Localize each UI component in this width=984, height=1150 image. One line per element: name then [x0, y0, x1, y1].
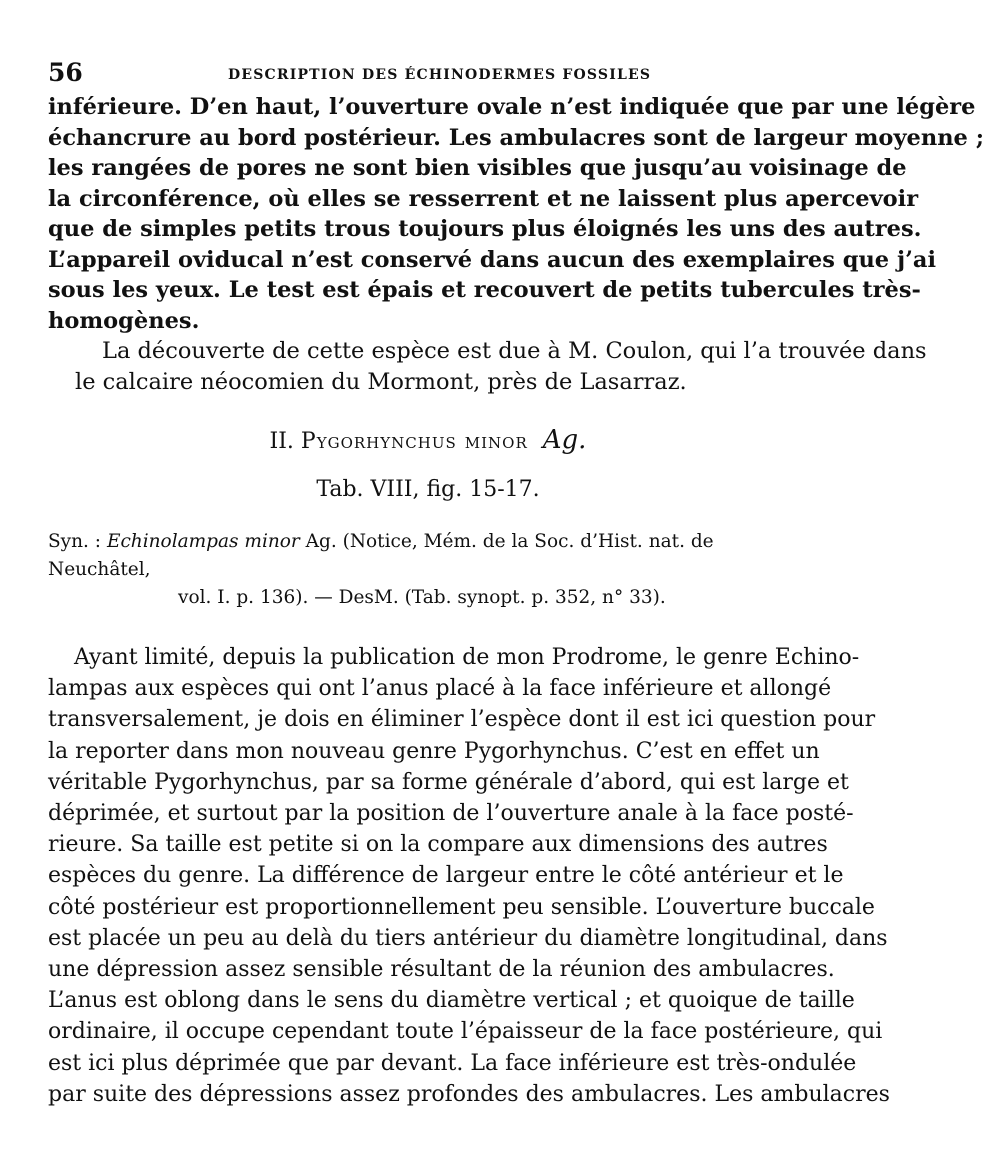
running-title: DESCRIPTION DES ÉCHINODERMES FOSSILES [228, 67, 652, 83]
plate-reference: Tab. VIII, fig. 15-17. [316, 477, 540, 502]
text-line: la circonférence, où elles se resserrent et ne laissent plus apercevoir [48, 185, 919, 212]
text-line: la reporter dans mon nouveau genre Pygorhynchus. C’est en effet un [48, 738, 820, 764]
text-line: lampas aux espèces qui ont l’anus placé à la face inférieure et allongé [48, 676, 832, 702]
species-heading [48, 425, 808, 455]
text-line: transversalement, je dois en éliminer l’espèce dont il est ici question pour [48, 707, 876, 733]
text-line: sous les yeux. Le test est épais et recouvert de petits tubercules très- [48, 277, 921, 303]
text-line: L’anus est oblong dans le sens du diamètre vertical ; et quoique de taille [48, 988, 855, 1014]
text-line: La découverte de cette espèce est due à M. Coulon, qui l’a trouvée dans [102, 338, 927, 364]
page-number: 56 [48, 58, 83, 87]
text-line: que de simples petits trous toujours plus éloignés les uns des autres. [48, 216, 922, 242]
synonymy-line-2: vol. I. p. 136). — DesM. (Tab. synopt. p. 352, n° 33). [178, 587, 666, 608]
text-line: rieure. Sa taille est petite si on la compare aux dimensions des autres [48, 832, 828, 858]
paragraph-discovery [48, 336, 927, 397]
paragraph-main [48, 642, 890, 1110]
text-line: déprimée, et surtout par la position de l’ouverture anale à la face posté- [48, 801, 854, 827]
text-line: échancrure au bord postérieur. Les ambulacres sont de largeur moyenne ; [48, 124, 984, 151]
text-line: inférieure. D’en haut, l’ouverture ovale n’est indiquée que par une légère [48, 94, 976, 120]
text-line: le calcaire néocomien du Mormont, près de Lasarraz. [75, 368, 687, 395]
species-number: II. [269, 429, 294, 454]
text-line: les rangées de pores ne sont bien visibles que jusqu’au voisinage de [48, 155, 907, 181]
text-line: homogènes. [48, 307, 200, 334]
running-header [48, 58, 808, 92]
paragraph-description-end [48, 92, 984, 336]
synonymy-line-1 [48, 528, 808, 584]
text-line: côté postérieur est proportionnellement peu sensible. L’ouverture buccale [48, 894, 875, 920]
text-line: une dépression assez sensible résultant de la réunion des ambulacres. [48, 957, 835, 983]
synonymy [48, 528, 808, 612]
synonymy-label: Syn. : [48, 531, 102, 552]
synonymy-species: Echinolampas minor [106, 531, 300, 552]
species-name: Pygorhynchus minor [300, 429, 528, 454]
species-author: Ag. [542, 425, 587, 455]
text-line: par suite des dépressions assez profondes des ambulacres. Les ambulacres [48, 1081, 890, 1107]
text-line: espèces du genre. La différence de largeur entre le côté antérieur et le [48, 863, 844, 889]
page [48, 58, 984, 1110]
text-line: ordinaire, il occupe cependant toute l’épaisseur de la face postérieure, qui [48, 1019, 883, 1045]
synonymy-reference: Ag. (Notice, Mém. de la Soc. d’Hist. nat. de Neuchâtel, [48, 531, 714, 580]
text-line: L’appareil oviducal n’est conservé dans aucun des exemplaires que j’ai [48, 246, 937, 273]
text-line: est ici plus déprimée que par devant. La face inférieure est très-ondulée [48, 1050, 857, 1076]
text-line: est placée un peu au delà du tiers antérieur du diamètre longitudinal, dans [48, 925, 888, 951]
text-line: Ayant limité, depuis la publication de mon Prodrome, le genre Echino- [74, 645, 860, 670]
text-line: véritable Pygorhynchus, par sa forme générale d’abord, qui est large et [48, 769, 849, 795]
